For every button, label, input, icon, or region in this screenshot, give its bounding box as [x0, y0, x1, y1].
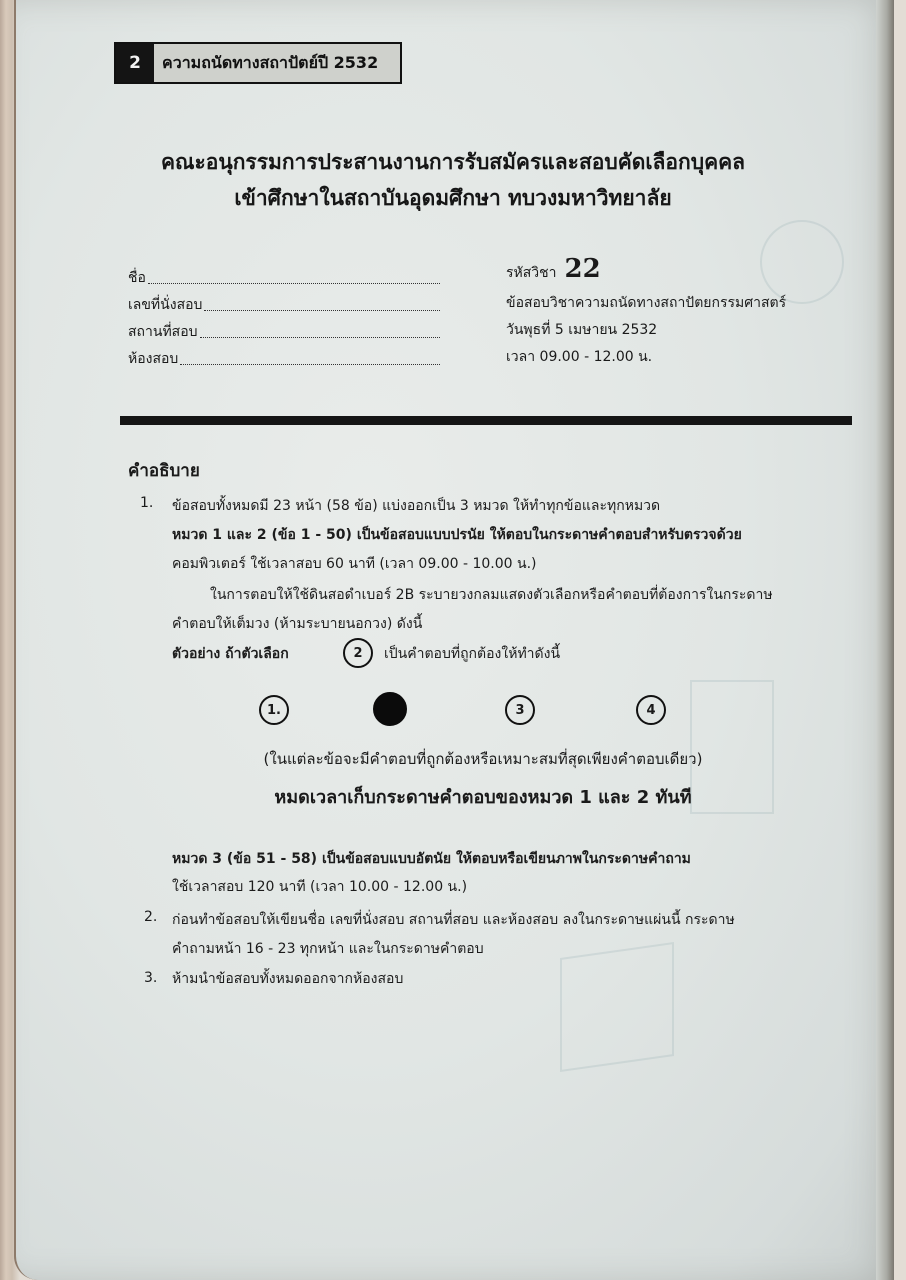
instructions-title: คำอธิบาย — [128, 461, 200, 481]
name-blank[interactable] — [148, 282, 440, 284]
committee-title-line2: เข้าศึกษาในสถาบันอุดมศึกษา ทบวงมหาวิทยาลัย — [234, 186, 672, 210]
subject-info — [506, 254, 786, 371]
item2-line2: คำถามหน้า 16 - 23 ทุกหน้า และในกระดาษคำตอบ — [172, 941, 484, 957]
example-choice-bubble — [343, 638, 373, 668]
subject-code-row — [506, 254, 786, 290]
page-number: 2 — [116, 44, 154, 82]
section-divider — [120, 416, 852, 425]
running-header-title: ความถนัดทางสถาปัตย์ปี 2532 — [162, 52, 379, 72]
item1-line4: ในการตอบให้ใช้ดินสอดำเบอร์ 2B ระบายวงกลมแสดงตัวเลือกหรือคำตอบที่ต้องการในกระดาษ — [210, 587, 773, 603]
seat-number-blank[interactable] — [204, 309, 440, 311]
example-choice-number: 2 — [353, 645, 363, 661]
item1-line6: หมวด 3 (ข้อ 51 - 58) เป็นข้อสอบแบบอัตนัย ให้ตอบหรือเขียนภาพในกระดาษคำถาม — [172, 851, 691, 867]
exam-room-field[interactable] — [128, 343, 440, 370]
item1-line1: ข้อสอบทั้งหมดมี 23 หน้า (58 ข้อ) แบ่งออกเป็น 3 หมวด ให้ทำทุกข้อและทุกหมวด — [172, 498, 661, 514]
item-number: 1. — [140, 495, 154, 511]
item3-line1: ห้ามนำข้อสอบทั้งหมดออกจากห้องสอบ — [172, 971, 404, 987]
running-header — [114, 42, 402, 84]
exam-venue-label: สถานที่สอบ — [128, 324, 198, 340]
subject-name: ข้อสอบวิชาความถนัดทางสถาปัตยกรรมศาสตร์ — [506, 295, 787, 311]
name-label: ชื่อ — [128, 270, 146, 286]
example-suffix: เป็นคำตอบที่ถูกต้องให้ทำดังนี้ — [384, 646, 561, 662]
example-label: ตัวอย่าง ถ้าตัวเลือก — [172, 646, 289, 662]
exam-venue-blank[interactable] — [200, 336, 440, 338]
answer-bubble-1 — [259, 695, 289, 725]
subject-code-label: รหัสวิชา — [506, 265, 557, 281]
seat-number-label: เลขที่นั่งสอบ — [128, 297, 203, 313]
answer-bubble-4 — [636, 695, 666, 725]
answer-bubble-2-filled — [373, 692, 407, 726]
seat-number-field[interactable] — [128, 289, 440, 316]
item1-line7: ใช้เวลาสอบ 120 นาที (เวลา 10.00 - 12.00 น.) — [172, 879, 468, 895]
item-number: 3. — [144, 970, 158, 986]
item1-line2: หมวด 1 และ 2 (ข้อ 1 - 50) เป็นข้อสอบแบบปรนัย ให้ตอบในกระดาษคำตอบสำหรับตรวจด้วย — [172, 527, 742, 543]
exam-venue-field[interactable] — [128, 316, 440, 343]
subject-code: 22 — [564, 254, 601, 284]
single-answer-note: (ในแต่ละข้อจะมีคำตอบที่ถูกต้องหรือเหมาะสมที่สุดเพียงคำตอบเดียว) — [263, 750, 703, 768]
bubble-label: 1. — [267, 702, 281, 718]
candidate-info-form — [128, 262, 440, 370]
exam-date: วันพุธที่ 5 เมษายน 2532 — [506, 322, 658, 338]
name-field[interactable] — [128, 262, 440, 289]
answer-bubble-3 — [505, 695, 535, 725]
bubble-label: 3 — [515, 702, 525, 718]
item2-line1: ก่อนทำข้อสอบให้เขียนชื่อ เลขที่นั่งสอบ สถานที่สอบ และห้องสอบ ลงในกระดาษแผ่นนี้ กระดาษ — [172, 912, 735, 928]
collect-answer-sheet-notice: หมดเวลาเก็บกระดาษคำตอบของหมวด 1 และ 2 ทันที — [274, 787, 692, 808]
exam-time: เวลา 09.00 - 12.00 น. — [506, 349, 653, 365]
exam-room-blank[interactable] — [180, 363, 440, 365]
item-number: 2. — [144, 909, 158, 925]
bubble-label: 4 — [646, 702, 656, 718]
exam-room-label: ห้องสอบ — [128, 351, 179, 367]
item1-line3: คอมพิวเตอร์ ใช้เวลาสอบ 60 นาที (เวลา 09.00 - 10.00 น.) — [172, 556, 537, 572]
item1-line5: คำตอบให้เต็มวง (ห้ามระบายนอกวง) ดังนี้ — [172, 616, 423, 632]
committee-title-line1: คณะอนุกรรมการประสานงานการรับสมัครและสอบคัดเลือกบุคคล — [160, 150, 746, 174]
